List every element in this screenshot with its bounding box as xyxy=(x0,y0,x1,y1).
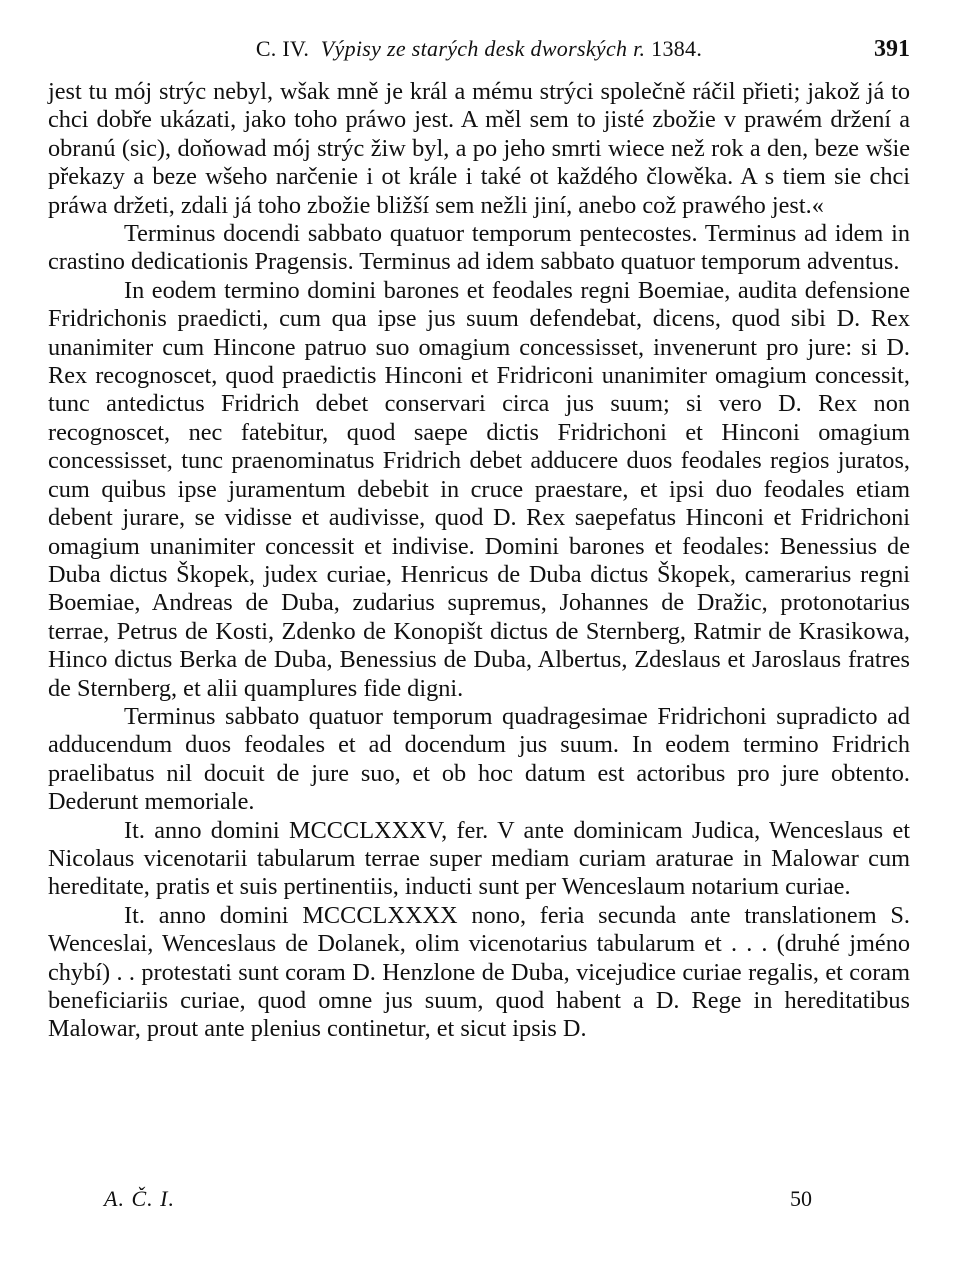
header-title xyxy=(48,32,910,66)
body-text xyxy=(48,78,910,1044)
sheet-number: 50 xyxy=(790,1186,812,1211)
paragraph-terminus-docendi: Terminus docendi sabbato quatuor temporum pentecostes. Terminus ad idem in crastino dedicationis Pragensis. Terminus ad idem sabbato quatuor temporum adventus. xyxy=(48,220,910,276)
paragraph-continued: jest tu mój strýc nebyl, wšak mně je král a mému strýci společně ráčil přieti; jakož já to chci dobře ukázati, jako toho práwo jest. A měl sem to jisté zbožie v prawém držení a obranú (sic), doňowad mój strýc žiw byl, a po jeho smrti wiece než rok a den, beze wšie překazy a beze wšeho narčenie i ot krále i také ot každého člowěka. A s tiem sie chci práwa držeti, zdali já toho zbožie bližší sem nežli jiní, anebo což prawého jest.« xyxy=(48,78,910,219)
header-title-text: Výpisy ze starých desk dworských r. xyxy=(320,36,646,61)
paragraph-entry-1399: It. anno domini MCCCLXXXX nono, feria secunda ante translationem S. Wenceslai, Wenceslaus de Dolanek, olim vicenotarius tabularum et . . . (druhé jméno chybí) . . protestati sunt coram D. Henzlone de Duba, vicejudice curiae regalis, et coram beneficiariis curiae, quod omne jus suum, quod habent a D. Rege in hereditatibus Malowar, prout ante plenius continetur, et sicut ipsis D. xyxy=(48,901,910,1043)
page-number: 391 xyxy=(874,36,910,62)
chapter-label: C. IV. xyxy=(255,36,310,61)
paragraph-entry-1385: It. anno domini MCCCLXXXV, fer. V ante dominicam Judica, Wenceslaus et Nicolaus vicenotarii tabularum terrae super mediam curiam araturae in Malowar cum hereditate, pratis et suis pertinentiis, inducti sunt per Wenceslaum notarium curiae. xyxy=(48,816,910,901)
running-header xyxy=(48,32,910,66)
paragraph-terminus-sabbato: Terminus sabbato quatuor temporum quadragesimae Fridrichoni supradicto ad adducendum duos feodales et ad docendum jus suum. In eodem termino Fridrich praelibatus nil docuit de jure suo, et ob hoc datum est actoribus pro jure obtento. Dederunt memoriale. xyxy=(48,702,910,816)
printer-signature: A. Č. I. xyxy=(104,1186,175,1211)
header-year: 1384. xyxy=(651,36,703,61)
paragraph-judgment: In eodem termino domini barones et feodales regni Boemiae, audita defensione Fridrichonis praedicti, cum qua ipse jus suum defendebat, dicens, quod sibi D. Rex unanimiter cum Hincone patruo suo omagium concessisset, invenerunt pro jure: si D. Rex recognoscet, quod praedictis Hinconi et Fridriconi unanimiter omagium concessit, tunc antedictus Fridrich debet conservari circa jus suum; si vero D. Rex non recognoscet, nec fatebitur, quod saepe dictis Fridrichoni et Hinconi omagium concessisset, tunc praenominatus Fridrich debet adducere duos feodales regios juratos, cum quibus ipse juramentum debebit in cruce praestare, et ipsi duo feodales etiam debent jurare, se vidisse et audivisse, quod D. Rex saepefatus Hinconi et Fridrichoni omagium unanimiter concessit et indivise. Domini barones et feodales: Benessius de Duba dictus Škopek, judex curiae, Henricus de Duba dictus Škopek, camerarius regni Boemiae, Andreas de Duba, zudarius supremus, Johannes de Dražic, protonotarius terrae, Petrus de Kosti, Zdenko de Konopišt dictus de Sternberg, Ratmir de Krasikowa, Hinco dictus Berka de Duba, Benessius de Duba, Albertus, Zdeslaus et Jaroslaus fratres de Sternberg, et alii quamplures fide digni. xyxy=(48,276,910,702)
